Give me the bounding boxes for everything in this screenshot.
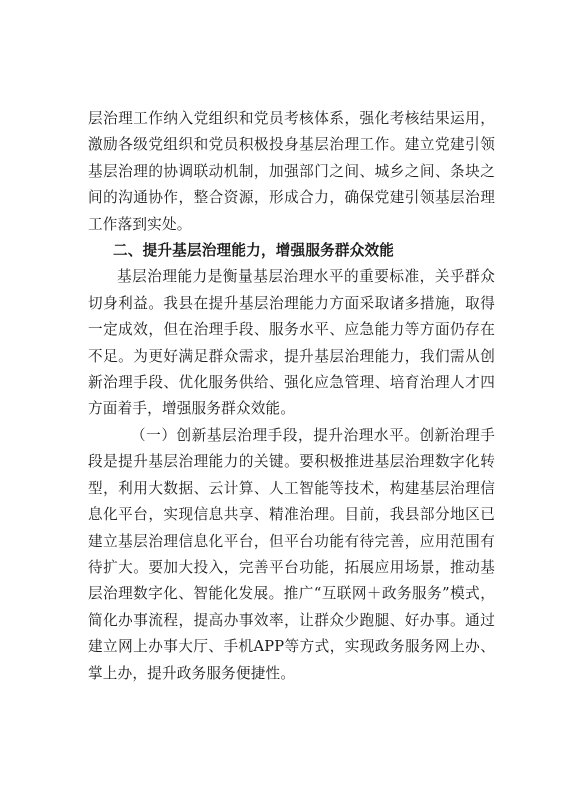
document-body [88,106,495,687]
paragraph-party-assessment: 层治理工作纳入党组织和党员考核体系，强化考核结果运用，激励各级党组织和党员积极投身基层治理工作。建立党建引领基层治理的协调联动机制，加强部门之间、城乡之间、条块之间的沟通协作，整合资源，形成合力，确保党建引领基层治理工作落到实处。 [88,110,495,233]
section-heading-2: 二、提升基层治理能力，增强服务群众效能 [113,242,395,260]
paragraph-innovate-governance: （一）创新基层治理手段，提升治理水平。创新治理手段是提升基层治理能力的关键。要积极推进基层治理数字化转型，利用大数据、云计算、人工智能等技术，构建基层治理信息化平台，实现信息共享、精准治理。目前，我县部分地区已建立基层治理信息化平台，但平台功能有待完善，应用范围有待扩大。要加大投入，完善平台功能，拓展应用场景，推动基层治理数字化、智能化发展。推广“互联网＋政务服务”模式，简化办事流程，提高办事效率，让群众少跑腿、好办事。通过建立网上办事大厅、手机APP等方式，实现政务服务网上办、掌上办，提升政务服务便捷性。 [88,426,495,682]
paragraph-governance-capacity: 基层治理能力是衡量基层治理水平的重要标准，关乎群众切身利益。我县在提升基层治理能力方面采取诸多措施，取得一定成效，但在治理手段、服务水平、应急能力等方面仍存在不足。为更好满足群众需求，提升基层治理能力，我们需从创新治理手段、优化服务供给、强化应急管理、培育治理人才四方面着手，增强服务群众效能。 [88,268,495,418]
